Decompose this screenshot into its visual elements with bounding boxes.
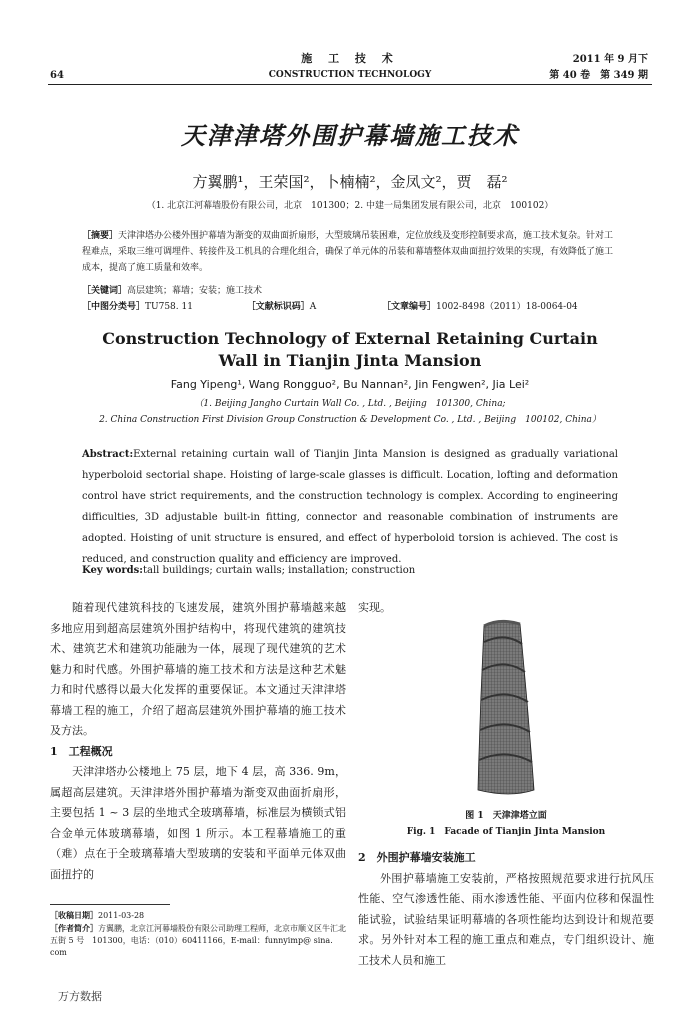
title-zh: 天津津塔外围护幕墙施工技术 — [181, 121, 519, 150]
page-number: 64 — [50, 70, 64, 81]
author-bio: 方翼鹏，北京江河幕墙股份有限公司助理工程师，北京市顺义区牛汇北五街 5 号 101300，电话：（010）60411166，E-mail：funnyimp@ sina. com — [50, 924, 346, 957]
abstract-en-label: Abstract: — [82, 449, 134, 460]
doc-code-label: ［文献标识码］ — [246, 302, 310, 312]
affiliation-en-1: （1. Beijing Jangho Curtain Wall Co. , Ltd. , Beijing 101300, China; — [194, 399, 506, 409]
abstract-en-text: External retaining curtain wall of Tianjin Jinta Mansion is designed as gradually variational hyperboloid sectorial shape. Hoisting of large-scale glasses is difficult. Location, lofting and deformation control have strict requirements, and the construction technology is complex. According to engineering difficulties, 3D adjustable built-in fitting, connector and reasonable combination of instruments are adopted. Hoisting of unit structure is ensured, and effect of hyperboloid torsion is achieved. The cost is reduced, and construction quality and efficiency are improved. — [82, 449, 618, 565]
intro-paragraph: 随着现代建筑科技的飞速发展，建筑外围护幕墙越来越多地应用到超高层建筑外围护结构中，将现代建筑的建筑技术、建筑艺术和建筑功能融为一体，展现了现代建筑的艺术魅力和时代感。外围护幕墙的施工技术和方法是这种艺术魅力和时代感得以最大化发挥的重要保证。本文通过天津津塔幕墙工程的施工，介绍了超高层建筑外围护幕墙的施工技术及方法。 — [50, 601, 346, 737]
footnote-rule — [50, 904, 170, 905]
doc-code-value: A — [309, 302, 317, 312]
affiliation-en-2: 2. China Construction First Division Group Construction & Development Co. , Ltd. , Beijing 100102, China） — [99, 415, 601, 425]
received-label: ［收稿日期］ — [50, 910, 98, 920]
section-1-heading: 1 工程概况 — [50, 744, 113, 758]
affiliations-zh: （1. 北京江河幕墙股份有限公司，北京 101300；2. 中建一局集团发展有限公司，北京 100102） — [146, 201, 554, 211]
keywords-en-label: Key words: — [82, 565, 143, 576]
continuation-text: 实现。 — [358, 601, 391, 614]
authors-en: Fang Yipeng¹, Wang Rongguo², Bu Nannan², Jin Fengwen², Jia Lei² — [170, 378, 530, 391]
affiliations-en — [0, 396, 700, 428]
tower-facade-figure — [470, 618, 540, 798]
journal-name-en: CONSTRUCTION TECHNOLOGY — [268, 70, 432, 80]
abstract-zh-text: 天津津塔办公楼外围护幕墙为渐变的双曲面折扇形，大型玻璃吊装困难，定位放线及变形控制要求高，施工技术复杂。针对工程难点，采取三维可调埋件、转接件及工机具的合理化组合，确保了单元体的吊装和幕墙整体双曲面扭拧效果的实现，有效降低了施工成本，提高了施工质量和效率。 — [82, 231, 614, 273]
journal-header — [250, 50, 450, 80]
title-en — [0, 328, 700, 372]
clc-label: ［中图分类号］ — [82, 302, 146, 312]
issue-volume: 第 40 卷 第 349 期 — [549, 70, 648, 81]
article-number-value: 1002-8498（2011）18-0064-04 — [436, 302, 578, 312]
received-date: 2011-03-28 — [98, 911, 145, 920]
clc-value: TU758. 11 — [145, 302, 193, 312]
author-bio-label: ［作者简介］ — [50, 923, 98, 933]
classification-row — [82, 299, 618, 315]
journal-name-zh: 施 工 技 术 — [301, 52, 399, 65]
keywords-en — [82, 565, 618, 576]
section-2-heading: 2 外围护幕墙安装施工 — [358, 851, 476, 864]
title-en-line2: Wall in Tianjin Jinta Mansion — [218, 351, 482, 370]
keywords-en-text: tall buildings; curtain walls; installation; construction — [143, 565, 416, 576]
section-1-paragraph: 天津津塔办公楼地上 75 层，地下 4 层，高 336. 9m，属超高层建筑。天津津塔外围护幕墙为渐变双曲面折扇形，主要包括 1 ~ 3 层的坐地式全玻璃幕墙，标准层为横锁式铝合金单元体玻璃幕墙，如图 1 所示。本工程幕墙施工的重（难）点在于全玻璃幕墙大型玻璃的安装和平面单元体双曲面扭拧的 — [50, 765, 346, 881]
abstract-zh — [82, 228, 618, 276]
article-number-label: ［文章编号］ — [381, 302, 436, 312]
figure-caption-zh: 图 1 天津津塔立面 — [465, 811, 547, 821]
keywords-zh — [82, 283, 618, 299]
issue-date: 2011 年 9 月下 — [572, 54, 648, 65]
figure-caption-en: Fig. 1 Facade of Tianjin Jinta Mansion — [406, 827, 606, 837]
keywords-zh-label: ［关键词］ — [82, 286, 128, 296]
issue-info — [549, 52, 648, 84]
header-rule — [48, 84, 652, 85]
watermark: 万方数据 — [58, 990, 102, 1003]
authors-zh: 方翼鹏¹，王荣国²，卜楠楠²，金凤文²，贾 磊² — [192, 173, 508, 191]
section-2-paragraph: 外围护幕墙施工安装前，严格按照规范要求进行抗风压性能、空气渗透性能、雨水渗透性能、平面内位移和保温性能试验，试验结果证明幕墙的各项性能均达到设计和规范要求。另外针对本工程的施工重点和难点，专门组织设计、施工技术人员和施工 — [358, 871, 654, 967]
abstract-en — [82, 444, 618, 570]
footnote — [50, 909, 346, 959]
abstract-zh-label: ［摘要］ — [82, 231, 119, 241]
keywords-zh-text: 高层建筑；幕墙；安装；施工技术 — [127, 286, 263, 296]
body-right-continuation — [358, 598, 654, 619]
body-left-column — [50, 598, 346, 885]
body-right-section-2 — [358, 848, 654, 971]
title-en-line1: Construction Technology of External Retaining Curtain — [102, 329, 598, 348]
